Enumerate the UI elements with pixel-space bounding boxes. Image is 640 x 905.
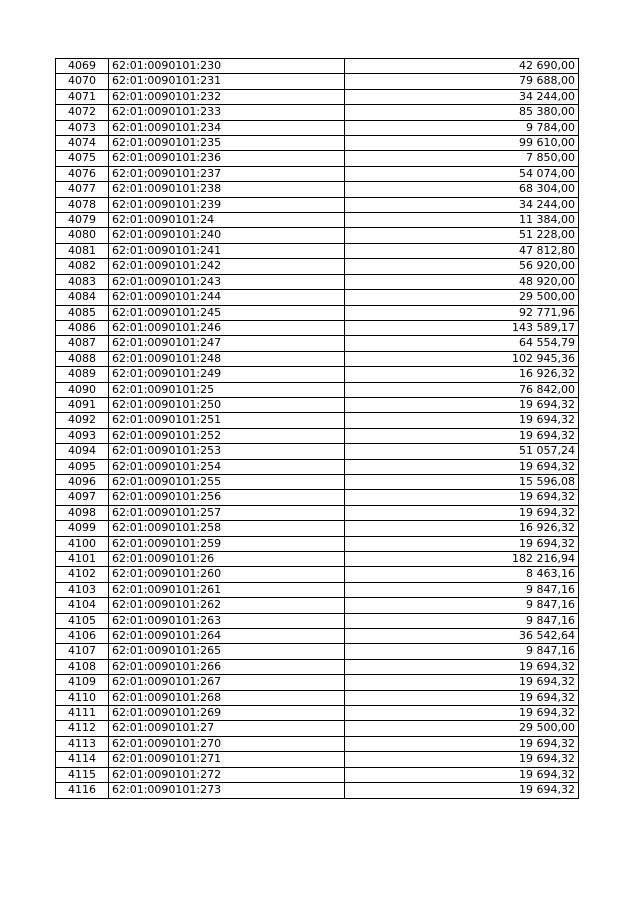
row-number-cell: 4116 <box>56 783 109 798</box>
cadastral-number-cell: 62:01:0090101:267 <box>109 675 345 690</box>
value-cell: 19 694,32 <box>345 536 579 551</box>
cadastral-number-cell: 62:01:0090101:245 <box>109 305 345 320</box>
cadastral-number-cell: 62:01:0090101:250 <box>109 397 345 412</box>
value-cell: 182 216,94 <box>345 552 579 567</box>
value-cell: 48 920,00 <box>345 274 579 289</box>
cadastral-number-cell: 62:01:0090101:26 <box>109 552 345 567</box>
cadastral-number-cell: 62:01:0090101:241 <box>109 243 345 258</box>
cadastral-number-cell: 62:01:0090101:268 <box>109 690 345 705</box>
value-cell: 19 694,32 <box>345 397 579 412</box>
row-number-cell: 4115 <box>56 767 109 782</box>
value-cell: 19 694,32 <box>345 675 579 690</box>
row-number-cell: 4114 <box>56 752 109 767</box>
table-row <box>56 521 579 536</box>
row-number-cell: 4082 <box>56 259 109 274</box>
table-row <box>56 536 579 551</box>
table-row <box>56 182 579 197</box>
table-row <box>56 629 579 644</box>
cadastral-number-cell: 62:01:0090101:273 <box>109 783 345 798</box>
cadastral-number-cell: 62:01:0090101:237 <box>109 166 345 181</box>
table-row <box>56 767 579 782</box>
cadastral-number-cell: 62:01:0090101:266 <box>109 659 345 674</box>
cadastral-number-cell: 62:01:0090101:255 <box>109 474 345 489</box>
row-number-cell: 4089 <box>56 367 109 382</box>
table-row <box>56 428 579 443</box>
row-number-cell: 4101 <box>56 552 109 567</box>
cadastral-number-cell: 62:01:0090101:259 <box>109 536 345 551</box>
value-cell: 9 847,16 <box>345 613 579 628</box>
table-row <box>56 474 579 489</box>
cadastral-number-cell: 62:01:0090101:263 <box>109 613 345 628</box>
cadastral-number-cell: 62:01:0090101:251 <box>109 413 345 428</box>
cadastral-number-cell: 62:01:0090101:240 <box>109 228 345 243</box>
row-number-cell: 4109 <box>56 675 109 690</box>
row-number-cell: 4099 <box>56 521 109 536</box>
row-number-cell: 4080 <box>56 228 109 243</box>
table-row <box>56 752 579 767</box>
row-number-cell: 4090 <box>56 382 109 397</box>
value-cell: 68 304,00 <box>345 182 579 197</box>
cadastral-value-table <box>55 58 579 799</box>
table-row <box>56 644 579 659</box>
cadastral-number-cell: 62:01:0090101:258 <box>109 521 345 536</box>
table-row <box>56 706 579 721</box>
row-number-cell: 4104 <box>56 598 109 613</box>
cadastral-number-cell: 62:01:0090101:248 <box>109 351 345 366</box>
value-cell: 19 694,32 <box>345 783 579 798</box>
value-cell: 54 074,00 <box>345 166 579 181</box>
value-cell: 16 926,32 <box>345 521 579 536</box>
row-number-cell: 4094 <box>56 444 109 459</box>
row-number-cell: 4108 <box>56 659 109 674</box>
value-cell: 34 244,00 <box>345 89 579 104</box>
value-cell: 9 847,16 <box>345 598 579 613</box>
value-cell: 143 589,17 <box>345 320 579 335</box>
table-row <box>56 259 579 274</box>
row-number-cell: 4107 <box>56 644 109 659</box>
table-row <box>56 397 579 412</box>
cadastral-number-cell: 62:01:0090101:271 <box>109 752 345 767</box>
row-number-cell: 4078 <box>56 197 109 212</box>
value-cell: 11 384,00 <box>345 213 579 228</box>
cadastral-number-cell: 62:01:0090101:232 <box>109 89 345 104</box>
row-number-cell: 4100 <box>56 536 109 551</box>
row-number-cell: 4102 <box>56 567 109 582</box>
value-cell: 34 244,00 <box>345 197 579 212</box>
table-row <box>56 197 579 212</box>
cadastral-number-cell: 62:01:0090101:239 <box>109 197 345 212</box>
value-cell: 19 694,32 <box>345 690 579 705</box>
cadastral-number-cell: 62:01:0090101:262 <box>109 598 345 613</box>
row-number-cell: 4096 <box>56 474 109 489</box>
row-number-cell: 4097 <box>56 490 109 505</box>
value-cell: 9 847,16 <box>345 582 579 597</box>
value-cell: 51 228,00 <box>345 228 579 243</box>
cadastral-number-cell: 62:01:0090101:254 <box>109 459 345 474</box>
cadastral-number-cell: 62:01:0090101:27 <box>109 721 345 736</box>
value-cell: 79 688,00 <box>345 74 579 89</box>
row-number-cell: 4087 <box>56 336 109 351</box>
value-cell: 92 771,96 <box>345 305 579 320</box>
table-row <box>56 74 579 89</box>
value-cell: 19 694,32 <box>345 659 579 674</box>
row-number-cell: 4106 <box>56 629 109 644</box>
value-cell: 15 596,08 <box>345 474 579 489</box>
row-number-cell: 4098 <box>56 505 109 520</box>
table-row <box>56 459 579 474</box>
value-cell: 7 850,00 <box>345 151 579 166</box>
table-row <box>56 290 579 305</box>
table-row <box>56 320 579 335</box>
value-cell: 29 500,00 <box>345 290 579 305</box>
table-row <box>56 89 579 104</box>
value-cell: 9 784,00 <box>345 120 579 135</box>
row-number-cell: 4079 <box>56 213 109 228</box>
row-number-cell: 4111 <box>56 706 109 721</box>
row-number-cell: 4083 <box>56 274 109 289</box>
row-number-cell: 4113 <box>56 736 109 751</box>
table-row <box>56 490 579 505</box>
cadastral-number-cell: 62:01:0090101:235 <box>109 136 345 151</box>
cadastral-number-cell: 62:01:0090101:270 <box>109 736 345 751</box>
row-number-cell: 4095 <box>56 459 109 474</box>
row-number-cell: 4091 <box>56 397 109 412</box>
row-number-cell: 4076 <box>56 166 109 181</box>
cadastral-number-cell: 62:01:0090101:243 <box>109 274 345 289</box>
value-cell: 85 380,00 <box>345 105 579 120</box>
row-number-cell: 4069 <box>56 59 109 74</box>
table-row <box>56 367 579 382</box>
value-cell: 56 920,00 <box>345 259 579 274</box>
cadastral-number-cell: 62:01:0090101:233 <box>109 105 345 120</box>
cadastral-number-cell: 62:01:0090101:246 <box>109 320 345 335</box>
row-number-cell: 4074 <box>56 136 109 151</box>
table-row <box>56 736 579 751</box>
table-row <box>56 413 579 428</box>
value-cell: 29 500,00 <box>345 721 579 736</box>
cadastral-number-cell: 62:01:0090101:242 <box>109 259 345 274</box>
value-cell: 99 610,00 <box>345 136 579 151</box>
cadastral-number-cell: 62:01:0090101:260 <box>109 567 345 582</box>
table-row <box>56 382 579 397</box>
table-row <box>56 243 579 258</box>
value-cell: 19 694,32 <box>345 490 579 505</box>
value-cell: 76 842,00 <box>345 382 579 397</box>
cadastral-number-cell: 62:01:0090101:238 <box>109 182 345 197</box>
row-number-cell: 4070 <box>56 74 109 89</box>
table-row <box>56 136 579 151</box>
cadastral-number-cell: 62:01:0090101:230 <box>109 59 345 74</box>
cadastral-number-cell: 62:01:0090101:265 <box>109 644 345 659</box>
row-number-cell: 4105 <box>56 613 109 628</box>
cadastral-number-cell: 62:01:0090101:25 <box>109 382 345 397</box>
value-cell: 19 694,32 <box>345 413 579 428</box>
value-cell: 16 926,32 <box>345 367 579 382</box>
value-cell: 19 694,32 <box>345 752 579 767</box>
table-row <box>56 582 579 597</box>
value-cell: 8 463,16 <box>345 567 579 582</box>
row-number-cell: 4110 <box>56 690 109 705</box>
table-row <box>56 690 579 705</box>
cadastral-number-cell: 62:01:0090101:247 <box>109 336 345 351</box>
value-cell: 64 554,79 <box>345 336 579 351</box>
table-body <box>56 59 579 799</box>
value-cell: 19 694,32 <box>345 459 579 474</box>
table-row <box>56 151 579 166</box>
row-number-cell: 4075 <box>56 151 109 166</box>
value-cell: 47 812,80 <box>345 243 579 258</box>
table-row <box>56 613 579 628</box>
table-row <box>56 274 579 289</box>
row-number-cell: 4092 <box>56 413 109 428</box>
row-number-cell: 4086 <box>56 320 109 335</box>
cadastral-number-cell: 62:01:0090101:264 <box>109 629 345 644</box>
row-number-cell: 4071 <box>56 89 109 104</box>
row-number-cell: 4103 <box>56 582 109 597</box>
cadastral-number-cell: 62:01:0090101:236 <box>109 151 345 166</box>
cadastral-number-cell: 62:01:0090101:231 <box>109 74 345 89</box>
row-number-cell: 4073 <box>56 120 109 135</box>
table-row <box>56 166 579 181</box>
table-row <box>56 213 579 228</box>
table-row <box>56 105 579 120</box>
cadastral-number-cell: 62:01:0090101:234 <box>109 120 345 135</box>
cadastral-number-cell: 62:01:0090101:24 <box>109 213 345 228</box>
table-row <box>56 675 579 690</box>
row-number-cell: 4112 <box>56 721 109 736</box>
value-cell: 102 945,36 <box>345 351 579 366</box>
cadastral-number-cell: 62:01:0090101:256 <box>109 490 345 505</box>
row-number-cell: 4077 <box>56 182 109 197</box>
table-row <box>56 351 579 366</box>
table-row <box>56 567 579 582</box>
row-number-cell: 4085 <box>56 305 109 320</box>
table-row <box>56 120 579 135</box>
table-row <box>56 552 579 567</box>
value-cell: 51 057,24 <box>345 444 579 459</box>
cadastral-number-cell: 62:01:0090101:252 <box>109 428 345 443</box>
value-cell: 9 847,16 <box>345 644 579 659</box>
table-row <box>56 505 579 520</box>
table-row <box>56 598 579 613</box>
value-cell: 42 690,00 <box>345 59 579 74</box>
table-row <box>56 659 579 674</box>
cadastral-number-cell: 62:01:0090101:257 <box>109 505 345 520</box>
table-row <box>56 783 579 798</box>
value-cell: 19 694,32 <box>345 505 579 520</box>
table-row <box>56 228 579 243</box>
cadastral-number-cell: 62:01:0090101:253 <box>109 444 345 459</box>
row-number-cell: 4093 <box>56 428 109 443</box>
row-number-cell: 4081 <box>56 243 109 258</box>
table-row <box>56 305 579 320</box>
value-cell: 19 694,32 <box>345 706 579 721</box>
table-row <box>56 721 579 736</box>
cadastral-number-cell: 62:01:0090101:249 <box>109 367 345 382</box>
cadastral-number-cell: 62:01:0090101:244 <box>109 290 345 305</box>
value-cell: 36 542,64 <box>345 629 579 644</box>
table-row <box>56 336 579 351</box>
table-row <box>56 59 579 74</box>
row-number-cell: 4088 <box>56 351 109 366</box>
row-number-cell: 4084 <box>56 290 109 305</box>
value-cell: 19 694,32 <box>345 428 579 443</box>
table-row <box>56 444 579 459</box>
value-cell: 19 694,32 <box>345 736 579 751</box>
cadastral-number-cell: 62:01:0090101:272 <box>109 767 345 782</box>
row-number-cell: 4072 <box>56 105 109 120</box>
cadastral-number-cell: 62:01:0090101:269 <box>109 706 345 721</box>
cadastral-number-cell: 62:01:0090101:261 <box>109 582 345 597</box>
value-cell: 19 694,32 <box>345 767 579 782</box>
